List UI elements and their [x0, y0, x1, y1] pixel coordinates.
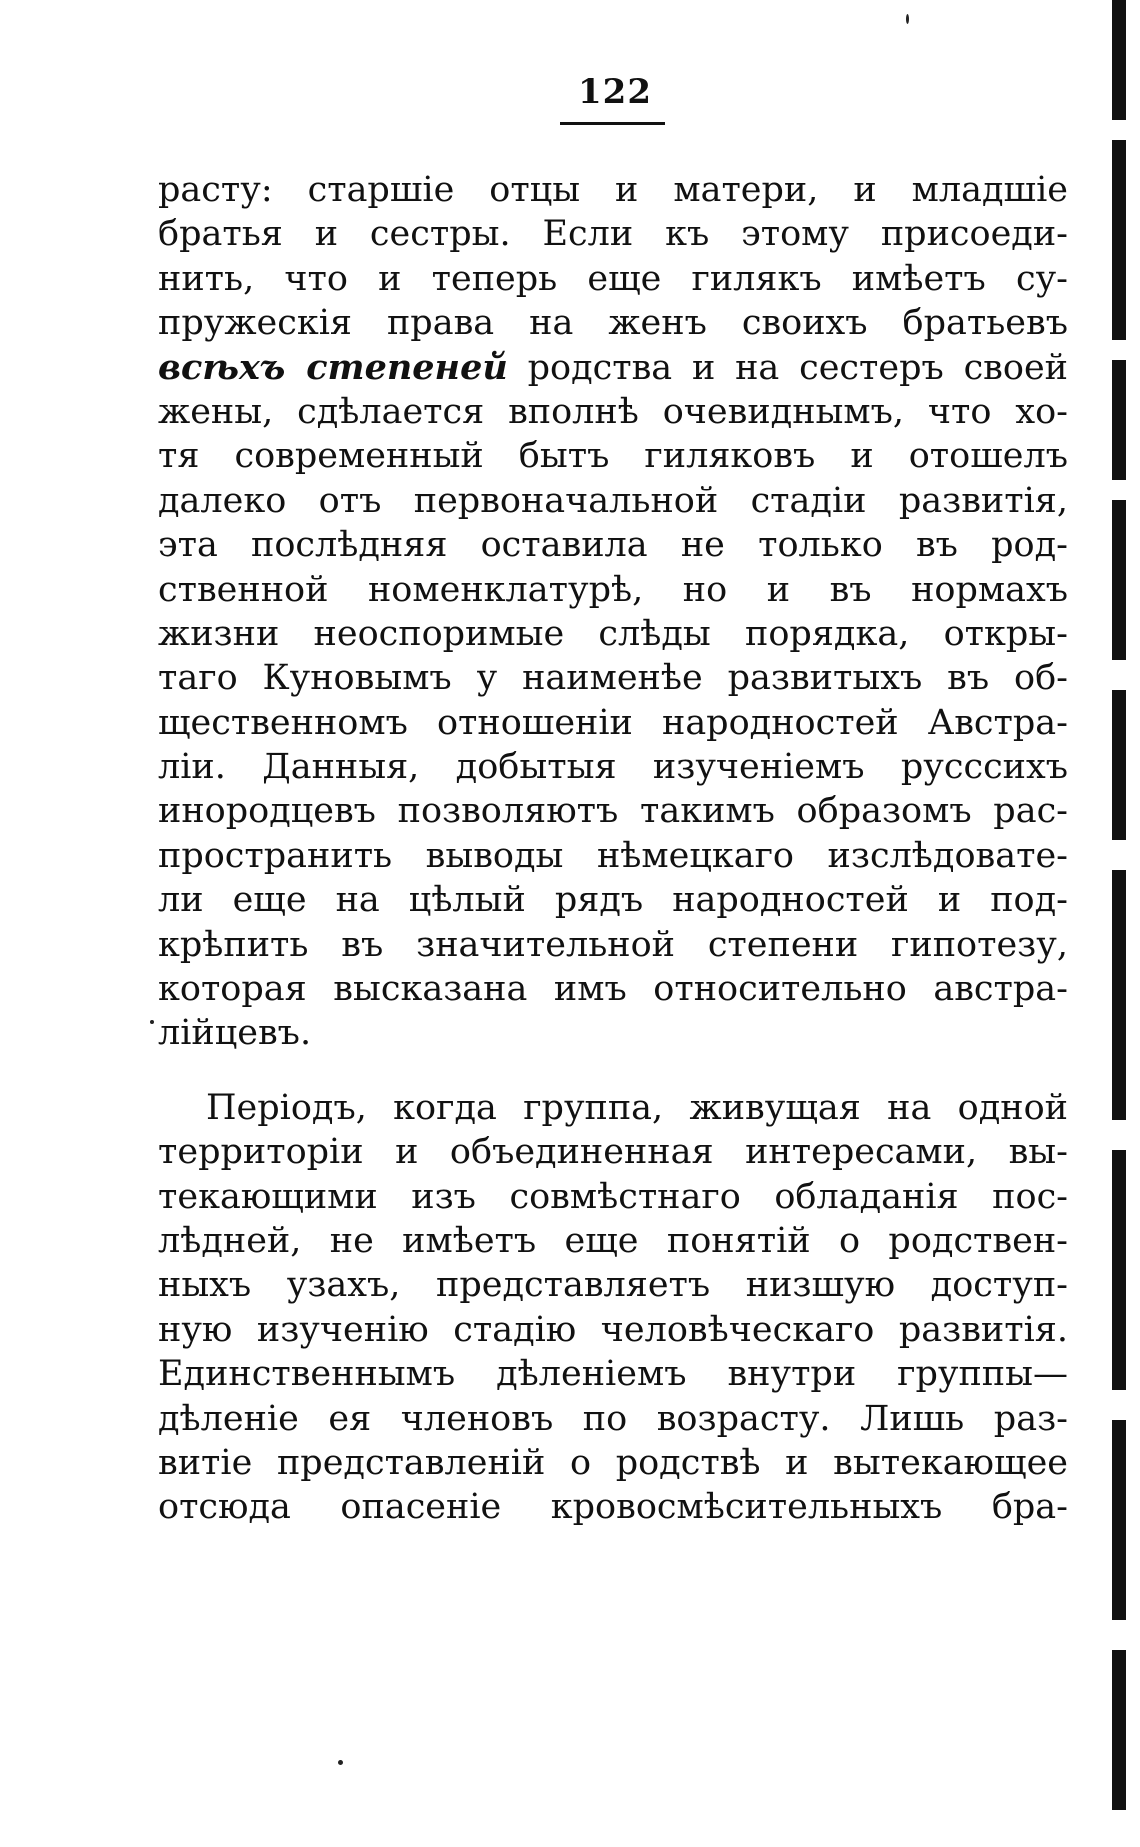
- text-line: пружескія права на женъ своихъ братьевъ: [158, 303, 1068, 344]
- text-line: ли еще на цѣлый рядъ народностей и под-: [158, 880, 1068, 921]
- paragraph-gap: [158, 1056, 1068, 1086]
- scan-speck: [906, 14, 909, 24]
- scan-edge-bar: [1112, 690, 1126, 840]
- page-number-rule: [560, 122, 665, 125]
- text-line: нить, что и теперь еще гилякъ имѣетъ су-: [158, 258, 1068, 299]
- scan-speck: [338, 1760, 343, 1765]
- text-line: Единственнымъ дѣленіемъ внутри группы—: [158, 1354, 1068, 1395]
- text-line: инородцевъ позволяютъ такимъ образомъ рас-: [158, 791, 1068, 832]
- text-line: тя современный бытъ гиляковъ и отошелъ: [158, 436, 1068, 477]
- text-line: ліи. Данныя, добытыя изученіемъ русссихъ: [158, 747, 1068, 788]
- text-line: щественномъ отношеніи народностей Австра-: [158, 702, 1068, 743]
- text-line: расту: старшіе отцы и матери, и младшіе: [158, 170, 1068, 210]
- text-line: территоріи и объединенная интересами, вы-: [158, 1132, 1068, 1173]
- text-line: ную изученію стадію человѣческаго развитія.: [158, 1309, 1068, 1350]
- text-line: ныхъ узахъ, представляетъ низшую доступ-: [158, 1265, 1068, 1306]
- text-line-remainder: родства и на сестеръ своей: [507, 347, 1068, 388]
- text-line: ственной номенклатурѣ, но и въ нормахъ: [158, 569, 1068, 610]
- text-line: таго Куновымъ у наименѣе развитыхъ въ об-: [158, 658, 1068, 699]
- paragraph-1: [158, 168, 1068, 1056]
- text-line: лійцевъ.: [158, 1013, 312, 1054]
- scan-edge-bar: [1112, 1420, 1126, 1620]
- text-line: братья и сестры. Если къ этому присоеди-: [158, 214, 1068, 255]
- text-line: пространить выводы нѣмецкаго изслѣдовате-: [158, 835, 1068, 876]
- text-line: Періодъ, когда группа, живущая на одной: [206, 1087, 1068, 1128]
- text-line: жизни неоспоримые слѣды порядка, откры-: [158, 613, 1068, 654]
- text-line: эта послѣдняя оставила не только въ род-: [158, 525, 1068, 566]
- text-line: витіе представленій о родствѣ и вытекающее: [158, 1442, 1068, 1483]
- scan-edge-bar: [1112, 1650, 1126, 1810]
- scan-edge-bar: [1112, 870, 1126, 1120]
- paragraph-2: [158, 1086, 1068, 1530]
- text-line: текающими изъ совмѣстнаго обладанія пос-: [158, 1176, 1068, 1217]
- scan-edge-bar: [1112, 140, 1126, 340]
- body-text: [158, 168, 1068, 1530]
- text-line: далеко отъ первоначальной стадіи развитія,: [158, 480, 1068, 521]
- text-line: лѣдней, не имѣетъ еще понятій о родствен-: [158, 1220, 1068, 1261]
- text-line: дѣленіе ея членовъ по возрасту. Лишь раз-: [158, 1398, 1068, 1439]
- scan-edge-bar: [1112, 0, 1126, 120]
- scan-speck: [150, 1020, 154, 1024]
- page-number: 122: [578, 72, 652, 112]
- scan-edge-bar: [1112, 1150, 1126, 1390]
- text-line: которая высказана имъ относительно австра-: [158, 969, 1068, 1010]
- emphasized-phrase: всѣхъ степеней: [158, 346, 508, 388]
- text-line: крѣпить въ значительной степени гипотезу,: [158, 924, 1068, 965]
- scan-edge-bar: [1112, 500, 1126, 660]
- text-line-with-emphasis: [158, 346, 1068, 390]
- text-line: жены, сдѣлается вполнѣ очевиднымъ, что хо-: [158, 391, 1068, 432]
- scan-edge-bar: [1112, 360, 1126, 480]
- text-line: отсюда опасеніе кровосмѣсительныхъ бра-: [158, 1487, 1068, 1528]
